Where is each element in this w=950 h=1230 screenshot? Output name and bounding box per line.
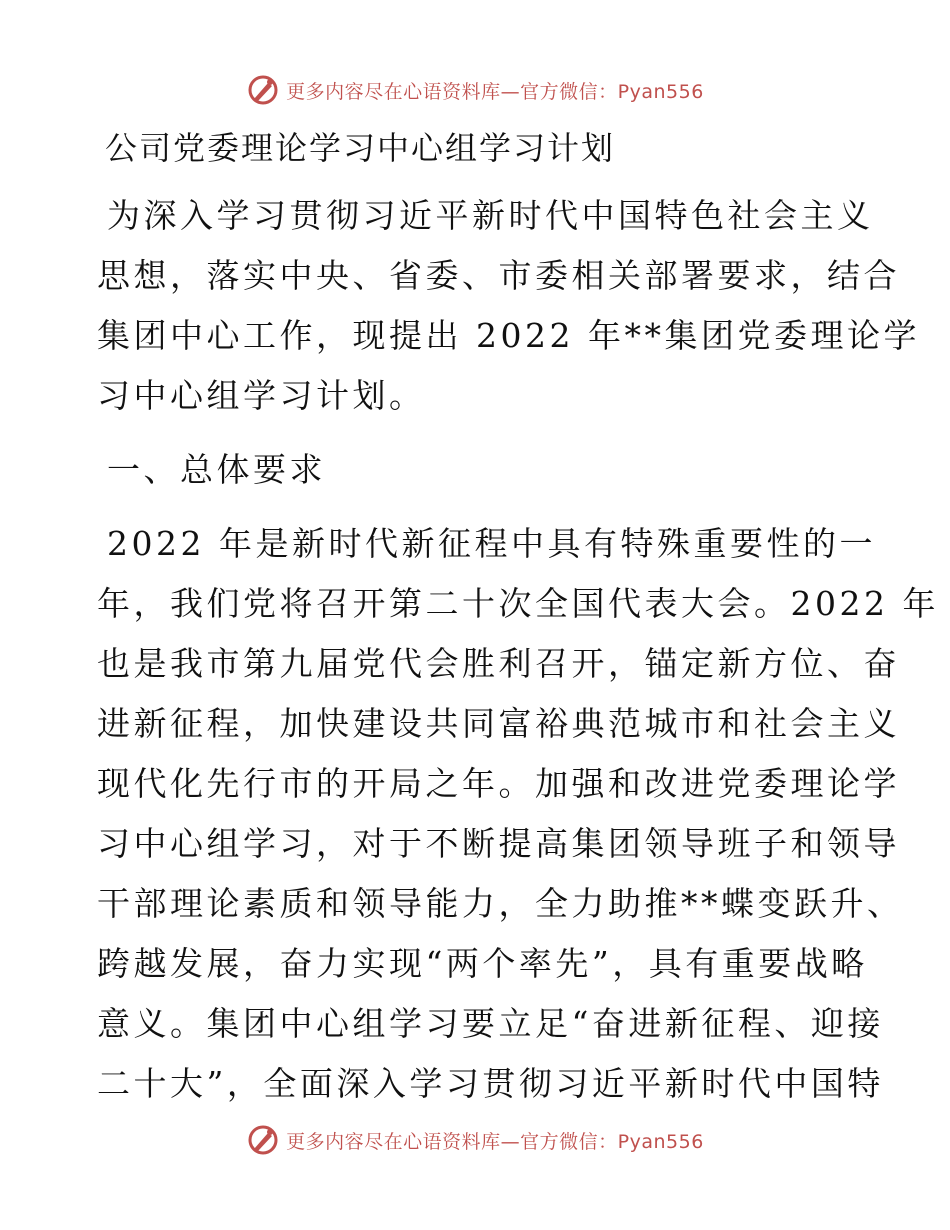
paragraph-line: 习中心组学习，对于不断提高集团领导班子和领导 bbox=[97, 824, 900, 863]
brush-logo-icon bbox=[246, 73, 280, 107]
document-title: 公司党委理论学习中心组学习计划 bbox=[105, 129, 616, 167]
section-heading: 一、总体要求 bbox=[107, 450, 326, 489]
intro-paragraph bbox=[97, 186, 920, 426]
paragraph-line: 跨越发展，奋力实现“两个率先”，具有重要战略 bbox=[97, 944, 868, 983]
paragraph-line: 干部理论素质和领导能力，全力助推**蝶变跃升、 bbox=[97, 884, 904, 923]
paragraph-line: 为深入学习贯彻习近平新时代中国特色社会主义 bbox=[107, 196, 874, 235]
paragraph-line: 思想，落实中央、省委、市委相关部署要求，结合 bbox=[97, 256, 900, 295]
section1-paragraph bbox=[97, 514, 939, 1114]
brush-logo-icon bbox=[246, 1123, 280, 1157]
document-body bbox=[97, 120, 939, 1114]
watermark-text: 更多内容尽在心语资料库—官方微信：Pyan556 bbox=[286, 1130, 704, 1153]
paragraph-line: 习中心组学习计划。 bbox=[97, 376, 426, 415]
paragraph-line: 也是我市第九届党代会胜利召开，锚定新方位、奋 bbox=[97, 644, 900, 683]
paragraph-line: 进新征程，加快建设共同富裕典范城市和社会主义 bbox=[97, 704, 900, 743]
paragraph-line: 2022 年是新时代新征程中具有特殊重要性的一 bbox=[107, 524, 876, 563]
paragraph-line: 二十大”，全面深入学习贯彻习近平新时代中国特 bbox=[97, 1064, 884, 1103]
watermark-text: 更多内容尽在心语资料库—官方微信：Pyan556 bbox=[286, 80, 704, 103]
paragraph-line: 年，我们党将召开第二十次全国代表大会。2022 年 bbox=[97, 584, 939, 623]
footer-watermark bbox=[0, 1120, 950, 1160]
header-watermark bbox=[0, 70, 950, 110]
paragraph-line: 意义。集团中心组学习要立足“奋进新征程、迎接 bbox=[97, 1004, 884, 1043]
paragraph-line: 现代化先行市的开局之年。加强和改进党委理论学 bbox=[97, 764, 900, 803]
paragraph-line: 集团中心工作，现提出 2022 年**集团党委理论学 bbox=[97, 316, 920, 355]
